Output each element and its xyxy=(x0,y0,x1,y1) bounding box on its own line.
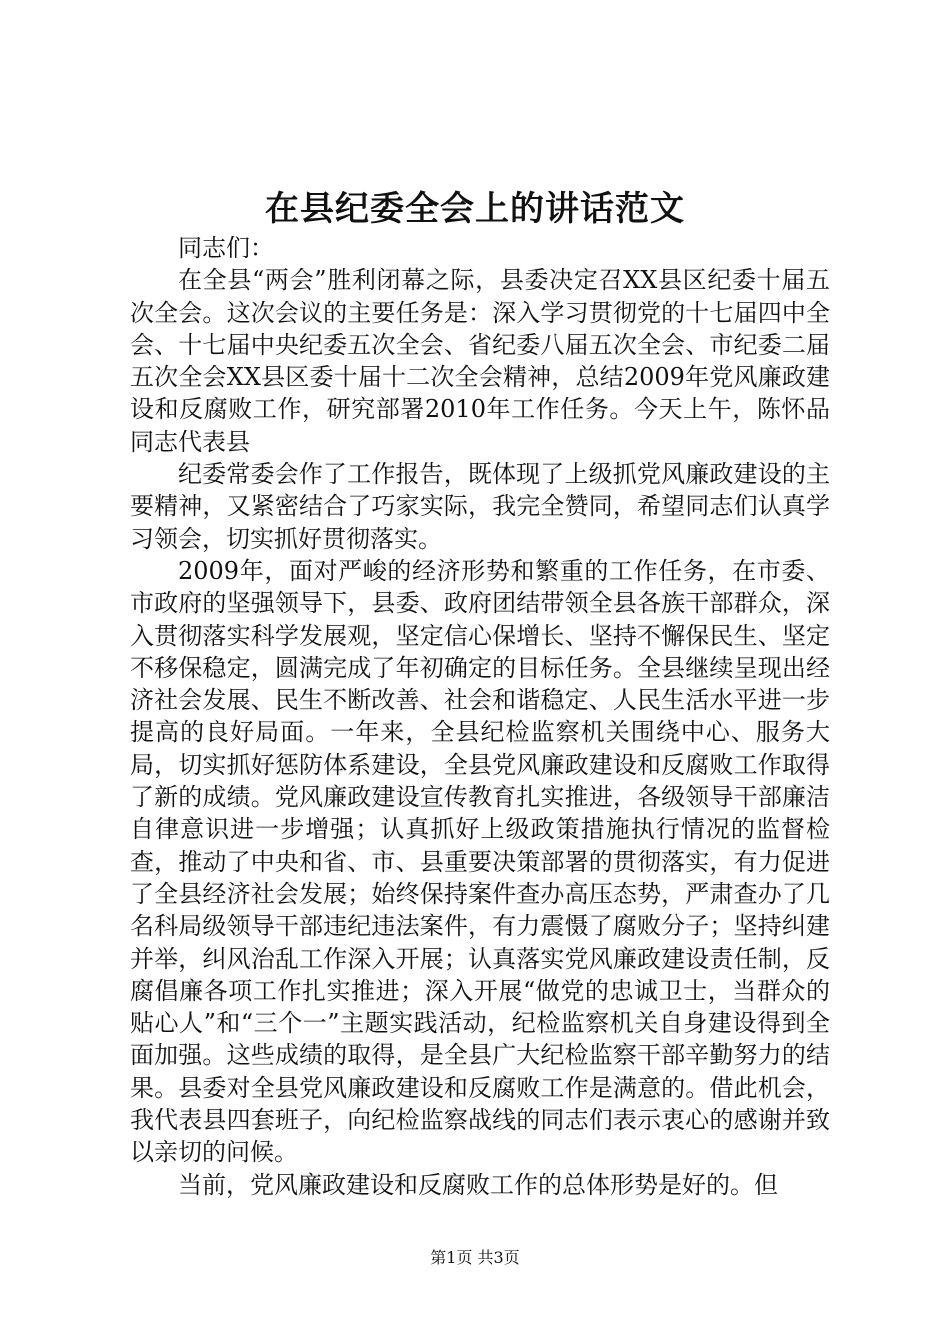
page-number-footer: 第1页 共3页 xyxy=(430,1248,520,1267)
body-paragraph: 同志们： xyxy=(178,234,274,262)
body-paragraph: 当前，党风廉政建设和反腐败工作的总体形势是好的。但 xyxy=(178,1170,778,1199)
body-paragraph: 在全县“两会”胜利闭幕之际，县委决定召XX县区纪委十届五次全会。这次会议的主要任务是：深入学习贯彻党的十七届四中全会、十七届中央纪委五次全会、省纪委八届五次全会、市纪委二届五次全会XX县区委十届十二次全会精神，总结2009年党风廉政建设和反腐败工作，研究部署2010年工作任务。今天上午，陈怀品同志代表县 xyxy=(130,266,830,456)
body-paragraph: 纪委常委会作了工作报告，既体现了上级抓党风廉政建设的主要精神，又紧密结合了巧家实际，我完全赞同，希望同志们认真学习领会，切实抓好贯彻落实。 xyxy=(130,460,830,553)
document-body xyxy=(130,232,830,1201)
document-title: 在县纪委全会上的讲话范文 xyxy=(265,189,685,229)
body-paragraph: 2009年，面对严峻的经济形势和繁重的工作任务，在市委、市政府的坚强领导下，县委、政府团结带领全县各族干部群众，深入贯彻落实科学发展观，坚定信心保增长、坚持不懈保民生、坚定不移保稳定，圆满完成了年初确定的目标任务。全县继续呈现出经济社会发展、民生不断改善、社会和谐稳定、人民生活水平进一步提高的良好局面。一年来，全县纪检监察机关围绕中心、服务大局，切实抓好惩防体系建设，全县党风廉政建设和反腐败工作取得了新的成绩。党风廉政建设宣传教育扎实推进，各级领导干部廉洁自律意识进一步增强；认真抓好上级政策措施执行情况的监督检查，推动了中央和省、市、县重要决策部署的贯彻落实，有力促进了全县经济社会发展；始终保持案件查办高压态势，严肃查办了几名科局级领导干部违纪违法案件，有力震慑了腐败分子；坚持纠建并举，纠风治乱工作深入开展；认真落实党风廉政建设责任制，反腐倡廉各项工作扎实推进；深入开展“做党的忠诚卫士，当群众的贴心人”和“三个一”主题实践活动，纪检监察机关自身建设得到全面加强。这些成绩的取得，是全县广大纪检监察干部辛勤努力的结果。县委对全县党风廉政建设和反腐败工作是满意的。借此机会，我代表县四套班子，向纪检监察战线的同志们表示衷心的感谢并致以亲切的问候。 xyxy=(130,556,830,1167)
